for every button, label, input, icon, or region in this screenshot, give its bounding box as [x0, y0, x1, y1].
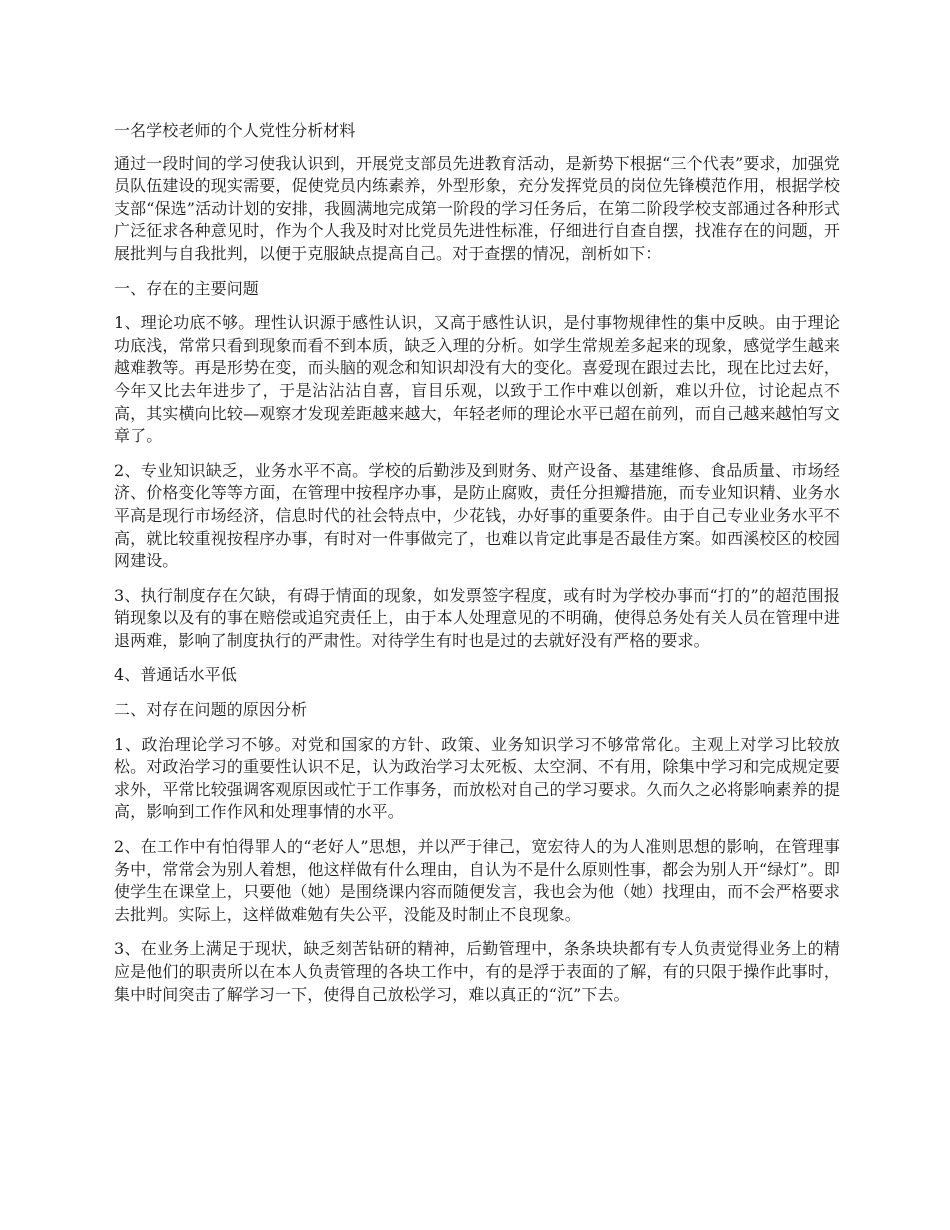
paragraph-problem-2: 2、专业知识缺乏，业务水平不高。学校的后勤涉及到财务、财产设备、基建维修、食品质量、市场经济、价格变化等等方面，在管理中按程序办事，是防止腐败，责任分担瓣措施，而专业知识精、业务水平高是现行市场经济，信息时代的社会特点中，少花钱，办好事的重要条件。由于自己专业业务水平不高，就比较重视按程序办事，有时对一件事做完了，也难以肯定此事是否最佳方案。如西溪校区的校园网建设。 [114, 460, 840, 571]
paragraph-intro: 通过一段时间的学习使我认识到，开展党支部员先进教育活动，是新势下根据“三个代表”要求，加强党员队伍建设的现实需要，促使党员内练素养，外型形象，充分发挥党员的岗位先锋模范作用，根据学校支部“保选”活动计划的安排，我圆满地完成第一阶段的学习任务后，在第二阶段学校支部通过各种形式广泛征求各种意见时，作为个人我及时对比党员先进性标准，仔细进行自查自摆，找准存在的问题，开展批判与自我批判，以便于克服缺点提高自己。对于查摆的情况，剖析如下： [114, 153, 840, 263]
document-title: 一名学校老师的个人党性分析材料 [114, 121, 356, 140]
paragraph-cause-3: 3、在业务上满足于现状，缺乏刻苦钻研的精神，后勤管理中，条条块块都有专人负责觉得业务上的精应是他们的职责所以在本人负责管理的各块工作中，有的是浮于表面的了解，有的只限于操作此事时，集中时间突击了解学习一下，使得自己放松学习，难以真正的“沉”下去。 [114, 939, 840, 1004]
document-page [114, 120, 840, 1018]
paragraph-cause-2: 2、在工作中有怕得罪人的“老好人”思想，并以严于律己，宽宏待人的为人准则思想的影响，在管理事务中，常常会为别人着想，他这样做有什么理由，自认为不是什么原则性事，都会为别人开“绿灯”。即使学生在课堂上，只要他（她）是围绕课内容而随便发言，我也会为他（她）找理由，而不会严格要求去批判。实际上，这样做难勉有失公平，没能及时制止不良现象。 [114, 837, 840, 924]
paragraph-problem-3: 3、执行制度存在欠缺，有碍于情面的现象，如发票签字程度，或有时为学校办事而“打的”的超范围报销现象以及有的事在赔偿或追究责任上，由于本人处理意见的不明确，使得总务处有关人员在管理中进退两难，影响了制度执行的严肃性。对待学生有时也是过的去就好没有严格的要求。 [114, 585, 840, 650]
section-heading-main-problems: 一、存在的主要问题 [114, 278, 259, 298]
paragraph-problem-1: 1、理论功底不够。理性认识源于感性认识，又高于感性认识，是付事物规律性的集中反映。由于理论功底浅，常常只看到现象而看不到本质，缺乏入理的分析。如学生常规差多起来的现象，感觉学生越来越难教等。再是形势在变，而头脑的观念和知识却没有大的变化。喜爱现在跟过去比，现在比过去好，今年又比去年进步了，于是沾沾沾自喜，盲目乐观，以致于工作中难以创新，难以升位，讨论起点不高，其实横向比较—观察才发现差距越来越大，年轻老师的理论水平已超在前列，而自己越来越怕写文章了。 [114, 313, 840, 446]
paragraph-problem-4: 4、普通话水平低 [114, 665, 237, 685]
paragraph-cause-1: 1、政治理论学习不够。对党和国家的方针、政策、业务知识学习不够常常化。主观上对学习比较放松。对政治学习的重要性认识不足，认为政治学习太死板、太空洞、不有用，除集中学习和完成规定要求外，平常比较强调客观原因或忙于工作事务，而放松对自己的学习要求。久而久之必将影响素养的提高，影响到工作作风和处理事情的水平。 [114, 734, 840, 822]
section-heading-cause-analysis: 二、对存在问题的原因分析 [114, 700, 308, 720]
